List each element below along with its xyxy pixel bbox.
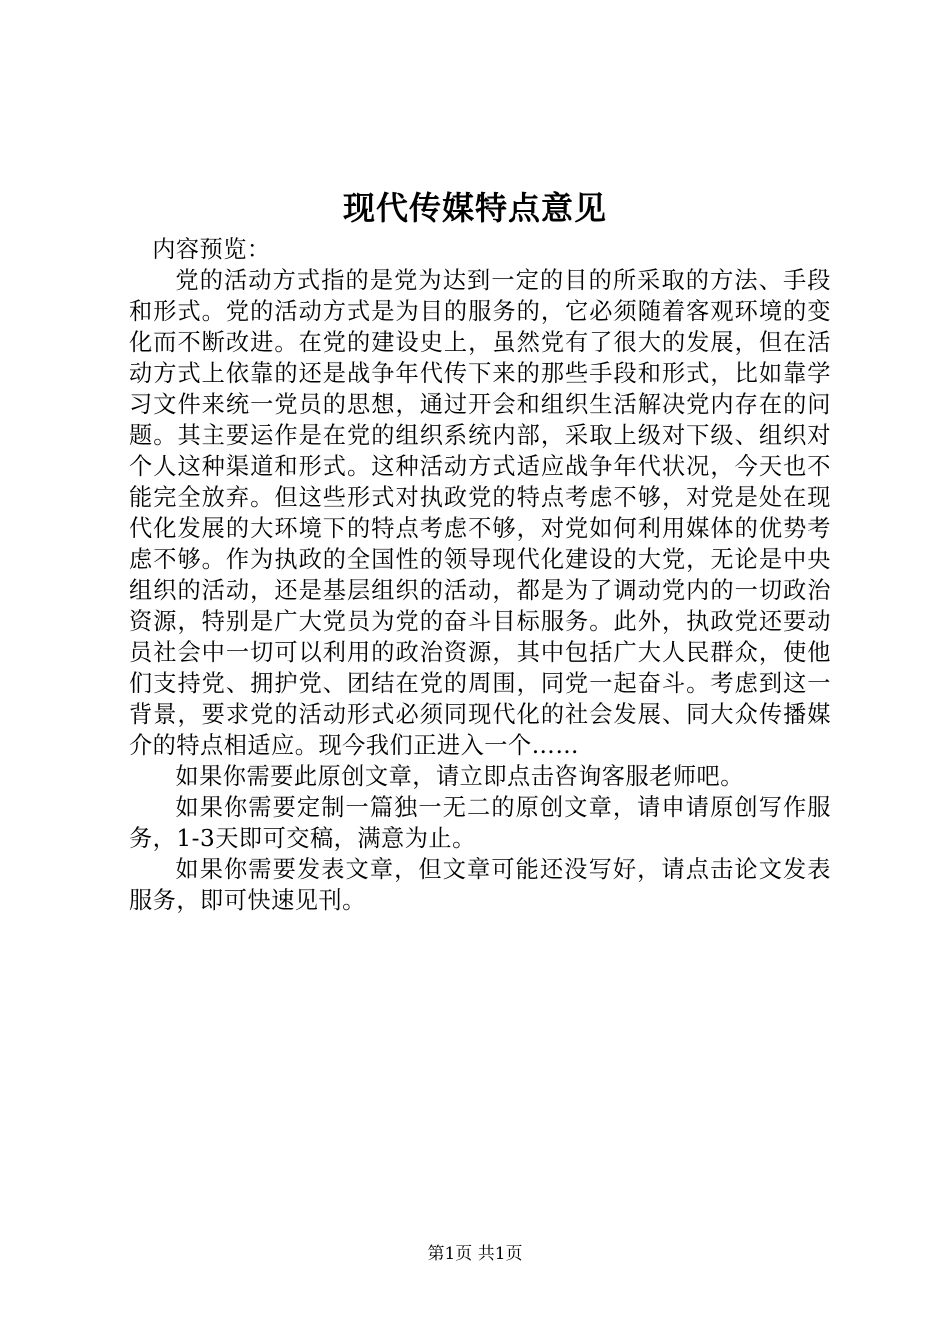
paragraph-main: 党的活动方式指的是党为达到一定的目的所采取的方法、手段和形式。党的活动方式是为目的服务的，它必须随着客观环境的变化而不断改进。在党的建设史上，虽然党有了很大的发展，但在活动方式上依靠的还是战争年代传下来的那些手段和形式，比如靠学习文件来统一党员的思想，通过开会和组织生活解决党内存在的问题。其主要运作是在党的组织系统内部，采取上级对下级、组织对个人这种渠道和形式。这种活动方式适应战争年代状况，今天也不能完全放弃。但这些形式对执政党的特点考虑不够，对党是处在现代化发展的大环境下的特点考虑不够，对党如何利用媒体的优势考虑不够。作为执政的全国性的领导现代化建设的大党，无论是中央组织的活动，还是基层组织的活动，都是为了调动党内的一切政治资源，特别是广大党员为党的奋斗目标服务。此外，执政党还要动员社会中一切可以利用的政治资源，其中包括广大人民群众，使他们支持党、拥护党、团结在党的周围，同党一起奋斗。考虑到这一背景，要求党的活动形式必须同现代化的社会发展、同大众传播媒介的特点相适应。现今我们正进入一个…… xyxy=(129,267,831,759)
document-body xyxy=(129,234,831,916)
document-title: 现代传媒特点意见 xyxy=(342,189,607,227)
preview-label: 内容预览： xyxy=(152,236,271,263)
page-footer: 第1页 共1页 xyxy=(427,1244,523,1264)
paragraph-custom-writing: 如果你需要定制一篇独一无二的原创文章，请申请原创写作服务，1-3天即可交稿，满意为止。 xyxy=(129,794,831,852)
paragraph-consult: 如果你需要此原创文章，请立即点击咨询客服老师吧。 xyxy=(175,763,744,790)
paragraph-publishing: 如果你需要发表文章，但文章可能还没写好，请点击论文发表服务，即可快速见刊。 xyxy=(129,856,831,914)
